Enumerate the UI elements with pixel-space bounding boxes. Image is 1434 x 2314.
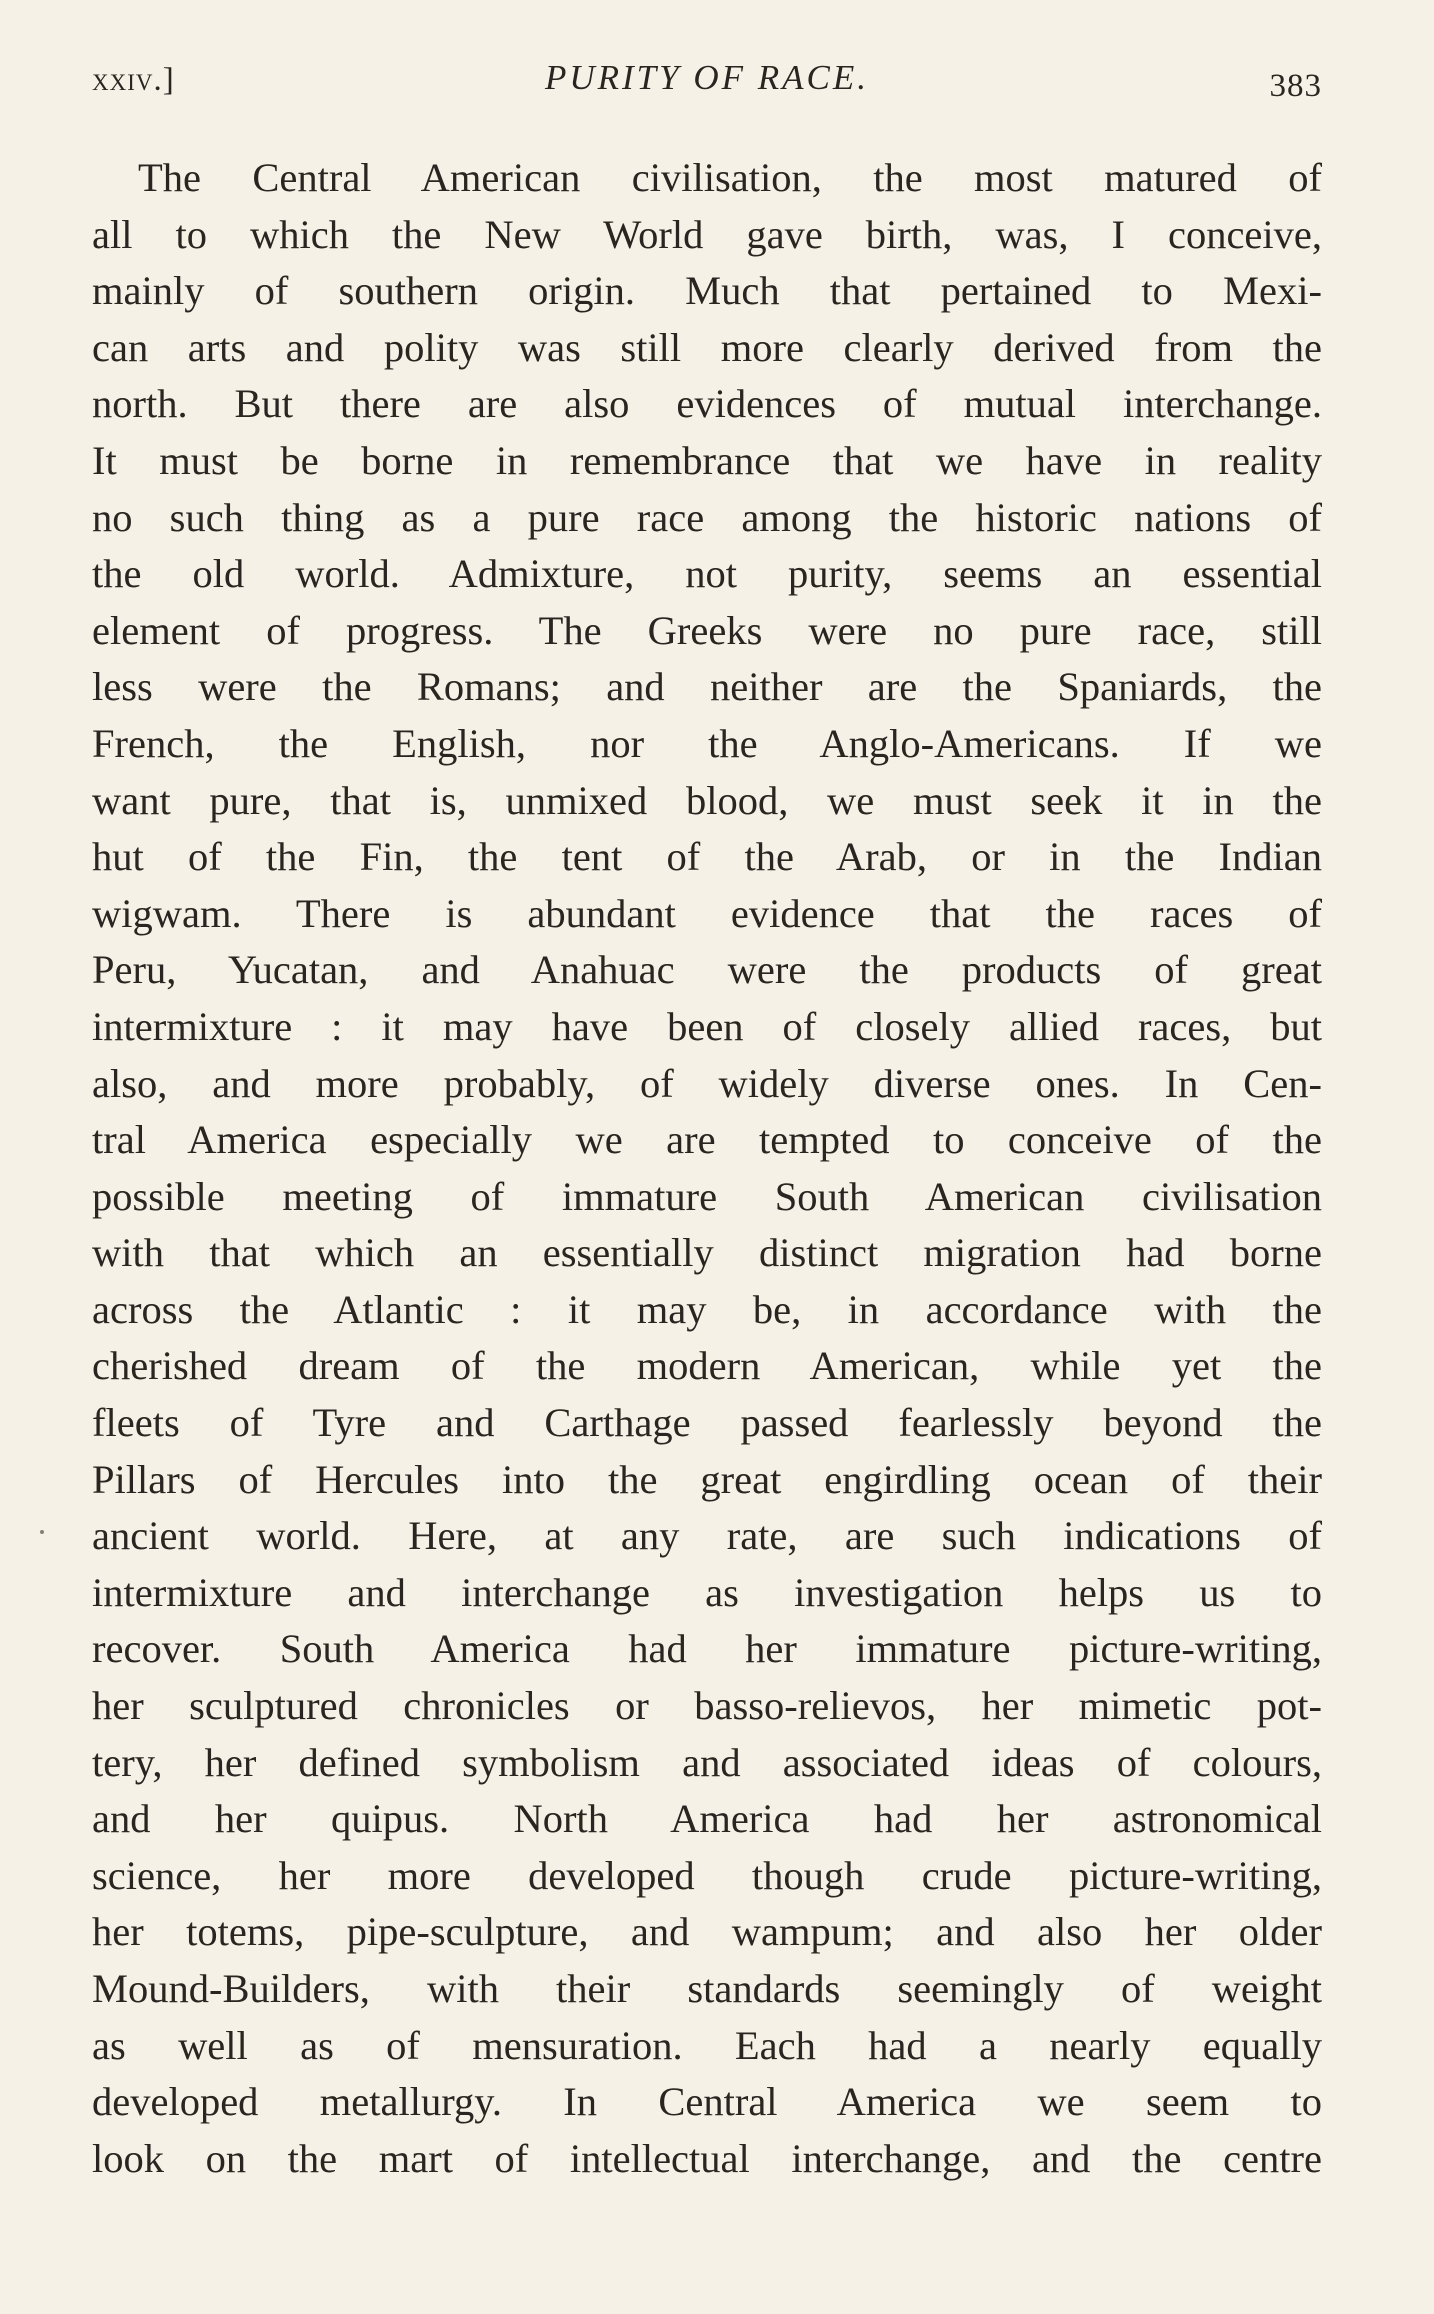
text-line: her totems, pipe-sculpture, and wampum; and also her older bbox=[92, 1909, 1322, 1955]
text-line: intermixture and interchange as investigation helps us to bbox=[92, 1569, 1322, 1615]
text-line: north. But there are also evidences of mutual interchange. bbox=[92, 381, 1322, 427]
text-line: hut of the Fin, the tent of the Arab, or in the Indian bbox=[92, 834, 1322, 880]
text-line: her sculptured chronicles or basso-relievos, her mimetic pot- bbox=[92, 1683, 1322, 1729]
text-line: tery, her defined symbolism and associated ideas of colours, bbox=[92, 1739, 1322, 1785]
text-line: cherished dream of the modern American, while yet the bbox=[92, 1343, 1322, 1389]
text-line: as well as of mensuration. Each had a nearly equally bbox=[92, 2022, 1322, 2068]
text-line: developed metallurgy. In Central America we seem to bbox=[92, 2079, 1322, 2125]
text-line: recover. South America had her immature picture-writing, bbox=[92, 1626, 1322, 1672]
body-paragraph bbox=[92, 150, 1322, 2187]
text-line: French, the English, nor the Anglo-Americans. If we bbox=[92, 720, 1322, 766]
text-line: It must be borne in remembrance that we have in reality bbox=[92, 437, 1322, 483]
text-line: with that which an essentially distinct migration had borne bbox=[92, 1230, 1322, 1276]
text-line: Peru, Yucatan, and Anahuac were the products of great bbox=[92, 947, 1322, 993]
text-line: and her quipus. North America had her astronomical bbox=[92, 1796, 1322, 1842]
chapter-number: xxiv.] bbox=[92, 62, 175, 98]
text-line: element of progress. The Greeks were no pure race, still bbox=[92, 607, 1322, 653]
text-line: Pillars of Hercules into the great engirdling ocean of their bbox=[92, 1456, 1322, 1502]
text-line: Mound-Builders, with their standards seemingly of weight bbox=[92, 1966, 1322, 2011]
text-line: science, her more developed though crude picture-writing, bbox=[92, 1852, 1322, 1898]
text-line: tral America especially we are tempted to conceive of the bbox=[92, 1117, 1322, 1163]
text-line: less were the Romans; and neither are the Spaniards, the bbox=[92, 664, 1322, 710]
text-line: look on the mart of intellectual interchange, and the centre bbox=[92, 2135, 1322, 2181]
text-line: possible meeting of immature South American civilisation bbox=[92, 1173, 1322, 1219]
margin-dot bbox=[40, 1530, 44, 1534]
text-line: wigwam. There is abundant evidence that the races of bbox=[92, 890, 1322, 936]
text-line: ancient world. Here, at any rate, are such indications of bbox=[92, 1513, 1322, 1559]
running-head bbox=[92, 58, 1322, 118]
text-line: across the Atlantic : it may be, in accordance with the bbox=[92, 1286, 1322, 1332]
text-line: want pure, that is, unmixed blood, we must seek it in the bbox=[92, 777, 1322, 823]
text-line: the old world. Admixture, not purity, seems an essential bbox=[92, 551, 1322, 597]
page-title: PURITY OF RACE. bbox=[544, 58, 869, 97]
text-line: all to which the New World gave birth, was, I conceive, bbox=[92, 211, 1322, 257]
page-number: 383 bbox=[1269, 68, 1322, 104]
text-line: mainly of southern origin. Much that pertained to Mexi- bbox=[92, 268, 1322, 314]
text-line: intermixture : it may have been of closely allied races, but bbox=[92, 1003, 1322, 1049]
text-line: no such thing as a pure race among the historic nations of bbox=[92, 494, 1322, 540]
text-line: can arts and polity was still more clearly derived from the bbox=[92, 324, 1322, 370]
text-line: fleets of Tyre and Carthage passed fearlessly beyond the bbox=[92, 1400, 1322, 1446]
text-line: also, and more probably, of widely diverse ones. In Cen- bbox=[92, 1060, 1322, 1106]
text-line: The Central American civilisation, the most matured of bbox=[138, 155, 1322, 200]
